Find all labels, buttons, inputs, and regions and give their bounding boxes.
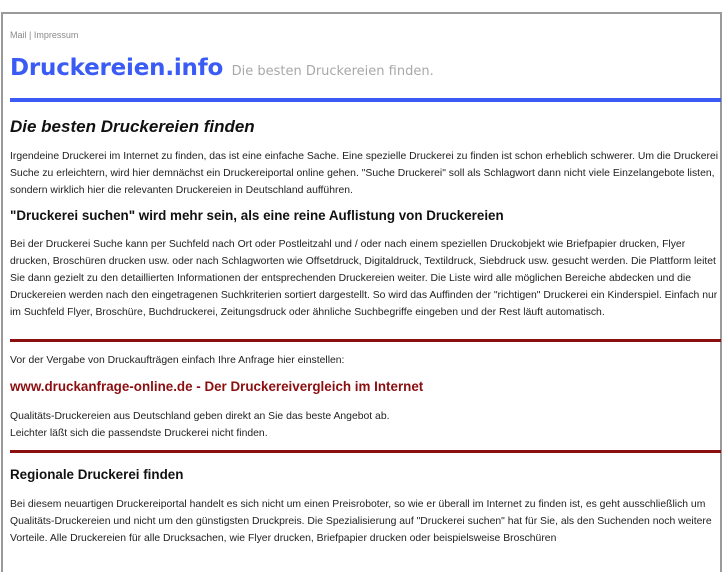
nav-link-impressum[interactable]: Impressum (33, 30, 79, 40)
section-heading-druckerei-suchen: "Druckerei suchen" wird mehr sein, als eine reine Auflistung von Druckereien (10, 208, 504, 223)
site-title[interactable]: Druckereien.info (10, 55, 224, 81)
site-tagline: Die besten Druckereien finden. (231, 64, 434, 79)
page-title: Die besten Druckereien finden (10, 117, 255, 136)
header-divider (10, 98, 721, 102)
promo-intro: Vor der Vergabe von Druckaufträgen einfach Ihre Anfrage hier einstellen: (10, 355, 345, 366)
page-frame (1, 12, 722, 572)
site-header (10, 55, 434, 81)
top-nav (10, 30, 78, 40)
intro-paragraph: Irgendeine Druckerei im Internet zu finden, das ist eine einfache Sache. Eine spezielle Druckerei zu finden ist schon erheblich schwerer. Um die Druckerei Suche zu erleichtern, wird hier demnächst ein Druckereiportal online gehen. "Suche Druckerei" soll als Schlagwort dann nicht viele Einzelangebote listen, sondern wirklich hier die relevanten Druckereien in Deutschland aufführen. (10, 151, 719, 196)
section-paragraph-regionale-druckerei: Bei diesem neuartigen Druckereiportal handelt es sich nicht um einen Preisroboter, so wie er überall im Internet zu finden ist, es geht ausschließlich um Qualitäts-Druckereien und nicht um den günstigsten Druckpreis. Die Spezialisierung auf "Druckerei suchen" hat für Sie, als den Suchenden noch weitere Vorteile. Alle Druckereien für alle Drucksachen, wie Flyer drucken, Briefpapier drucken oder beispielsweise Broschüren (10, 499, 712, 544)
promo-link-druckanfrage[interactable]: www.druckanfrage-online.de - Der Druckereivergleich im Internet (10, 379, 424, 394)
section-divider (10, 339, 721, 342)
section-heading-regionale-druckerei: Regionale Druckerei finden (10, 467, 184, 482)
nav-link-mail[interactable]: Mail (10, 30, 27, 40)
section-divider (10, 450, 721, 453)
nav-separator: | (26, 30, 34, 40)
section-paragraph-druckerei-suchen: Bei der Druckerei Suche kann per Suchfeld nach Ort oder Postleitzahl und / oder nach einem speziellen Druckobjekt wie Briefpapier drucken, Flyer drucken, Broschüren drucken usw. oder nach Schlagworten wie Offsetdruck, Digitaldruck, Textildruck, Siebdruck usw. gesucht werden. Die Plattform leitet Sie dann gezielt zu den detaillierten Informationen der entsprechenden Druckereien weiter. Die Liste wird alle möglichen Bereiche abdecken und die Druckereien werden nach den eingetragenen Suchkriterien sortiert dargestellt. So wird das Auffinden der "richtigen" Druckerei ein Kinderspiel. Einfach nur im Suchfeld Flyer, Broschüre, Buchdruckerei, Zeitungsdruck oder ähnliche Suchbegriffe eingeben und der Rest läuft automatisch. (10, 239, 718, 318)
promo-line-2: Leichter läßt sich die passendste Druckerei nicht finden. (10, 428, 268, 439)
promo-line-1: Qualitäts-Druckereien aus Deutschland geben direkt an Sie das beste Angebot ab. (10, 411, 390, 422)
